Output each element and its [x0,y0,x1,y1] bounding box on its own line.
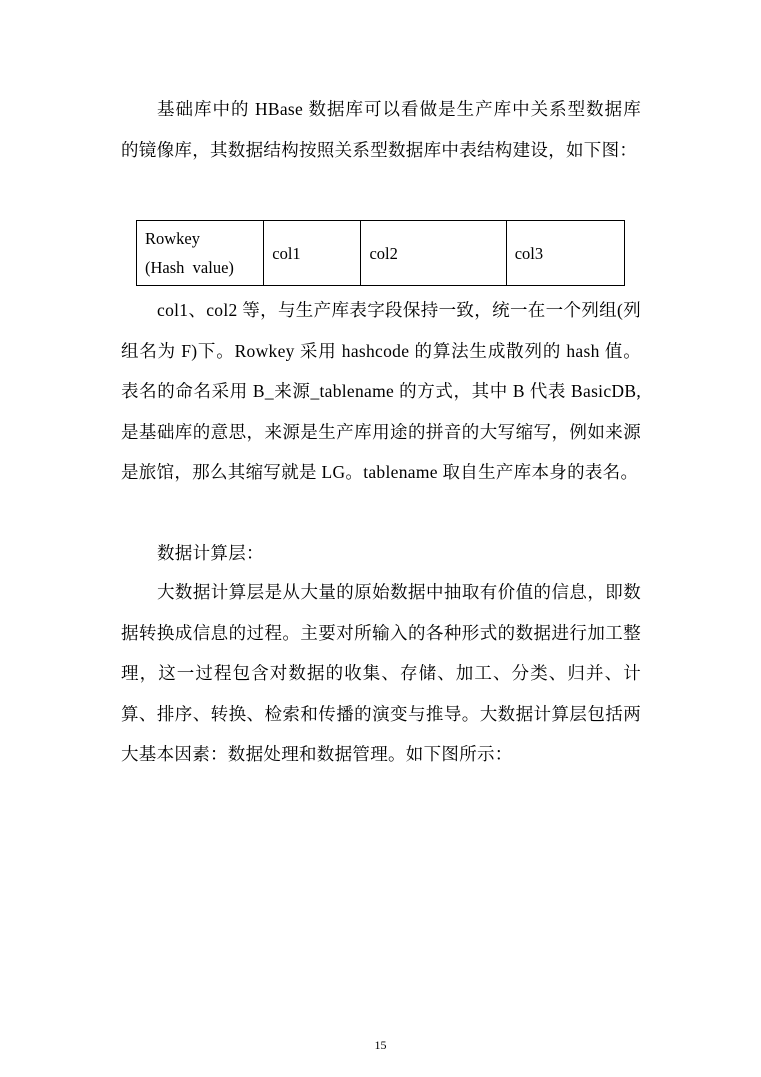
paragraph-column-family: col1、col2 等，与生产库表字段保持一致，统一在一个列组(列组名为 F)下。Rowkey 采用 hashcode 的算法生成散列的 hash 值。表名的命名采用 B_来源_tablename 的方式，其中 B 代表 BasicDB,是基础库的意思，来源是生产库用途的拼音的大写缩写，例如来源是旅馆，那么其缩写就是 LG。tablename 取自生产库本身的表名。 [121,300,641,482]
table-cell-col1: col1 [264,221,361,286]
paragraph-hbase-intro: 基础库中的 HBase 数据库可以看做是生产库中关系型数据库的镜像库，其数据结构按照关系型数据库中表结构建设，如下图： [121,99,641,160]
table-row [137,221,625,286]
table-cell-col3: col3 [506,221,624,286]
paragraph-compute-layer: 大数据计算层是从大量的原始数据中抽取有价值的信息，即数据转换成信息的过程。主要对所输入的各种形式的数据进行加工整理，这一过程包含对数据的收集、存储、加工、分类、归并、计算、排序、转换、检索和传播的演变与推导。大数据计算层包括两大基本因素：数据处理和数据管理。如下图所示： [121,582,641,764]
hbase-schema-table [136,220,625,286]
rowkey-label: Rowkey [145,229,200,248]
section-heading-compute-layer: 数据计算层： [157,543,264,563]
table-cell-col2: col2 [361,221,506,286]
table-cell-rowkey [137,221,264,286]
page-number: 15 [374,1038,387,1052]
hash-value-label: (Hash value) [145,258,234,277]
